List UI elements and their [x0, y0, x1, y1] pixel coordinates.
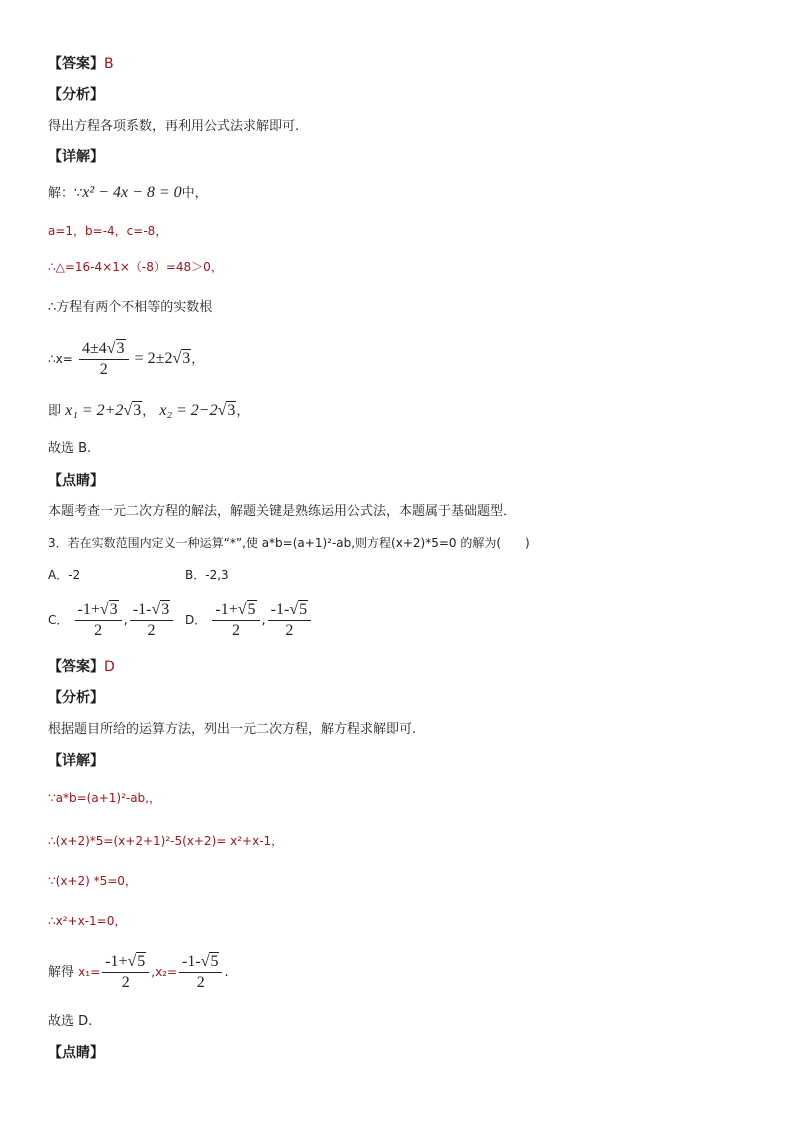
sqrt-symbol: √3	[106, 340, 125, 357]
step-5	[48, 952, 229, 993]
root-x2: x₂ = 2−2	[159, 402, 218, 419]
roots-statement: ∴方程有两个不相等的实数根	[48, 300, 213, 315]
conclusion-line: 故选 B.	[48, 441, 92, 456]
step-4: ∴x²+x-1=0，	[48, 914, 127, 928]
comment-tag-3: 【点睛】	[48, 1045, 104, 1061]
step-2: ∴(x+2)*5=(x+2+1)²-5(x+2)= x²+x-1，	[48, 834, 284, 848]
answer-tag: 【答案】	[48, 56, 104, 72]
step-1: ∵a*b=(a+1)²-ab,，	[48, 791, 161, 805]
analysis-text-3: 根据题目所给的运算方法，列出一元二次方程，解方程求解即可.	[48, 722, 417, 737]
x-prefix: ∴x=	[48, 352, 73, 366]
detail-tag-3: 【详解】	[48, 753, 104, 769]
analysis-text: 得出方程各项系数，再利用公式法求解即可.	[48, 119, 300, 134]
coefficients-line: a=1，b=-4，c=-8，	[48, 224, 168, 238]
question-3-stem: 3．若在实数范围内定义一种运算“*”,使 a*b=(a+1)²-ab,则方程(x+2)*5=0 的解为( )	[48, 536, 530, 550]
option-d-fraction-2: $\frac{-1-√5}{2}$	[268, 601, 311, 640]
answer-value: B	[104, 56, 114, 72]
formula-result: = 2±2	[134, 350, 173, 367]
option-c: C． $\frac{-1+√3}{2}$ , $\frac{-1-√3}{2}$	[48, 600, 175, 641]
x2-fraction: $\frac{-1-√5}{2}$	[179, 953, 222, 992]
fraction-denominator: 2	[99, 361, 108, 378]
answer-line-3	[48, 658, 115, 676]
option-c-fraction-2: $\frac{-1-√3}{2}$	[130, 601, 173, 640]
quadratic-formula-line: ∴x= $\frac{4\pm 4√3}{2}$ = 2±2√3，	[48, 340, 205, 378]
formula-fraction	[79, 340, 129, 379]
solution-suffix: 中，	[181, 186, 208, 201]
sqrt-symbol: √3	[99, 601, 118, 618]
root-x1: x₁ = 2+2	[65, 402, 124, 419]
x1-fraction: $\frac{-1+√5}{2}$	[102, 953, 149, 992]
solution-prefix: 解：∵	[48, 186, 83, 201]
solution-line-1	[48, 184, 208, 203]
x2-label: ,x₂=	[151, 965, 178, 979]
answer-line	[48, 55, 114, 73]
fraction-numerator: 4±4	[81, 340, 107, 357]
sqrt-symbol: √3	[151, 601, 170, 618]
option-c-fraction-1: $\frac{-1+√3}{2}$	[75, 601, 122, 640]
step-3: ∵(x+2) *5=0，	[48, 874, 137, 888]
sqrt-symbol: √5	[200, 953, 219, 970]
analysis-tag: 【分析】	[48, 87, 104, 103]
comment-text: 本题考查一元二次方程的解法，解题关键是熟练运用公式法，本题属于基础题型．	[48, 504, 517, 519]
step-5-end: .	[224, 965, 229, 980]
comment-tag: 【点睛】	[48, 473, 104, 489]
x1-label: x₁=	[78, 965, 101, 979]
sqrt-symbol: √3	[172, 350, 191, 367]
option-c-label: C．	[48, 613, 69, 627]
answer-tag: 【答案】	[48, 659, 104, 675]
roots-line: 即 x₁ = 2+2√3， x₂ = 2−2√3，	[48, 402, 250, 419]
option-b: B．-2,3	[185, 568, 229, 582]
sqrt-symbol: √3	[123, 402, 142, 419]
option-a: A．-2	[48, 568, 81, 582]
equation: x² − 4x − 8 = 0	[82, 184, 182, 201]
roots-prefix: 即	[48, 404, 62, 419]
sqrt-symbol: √5	[289, 601, 308, 618]
solve-prefix: 解得	[48, 965, 75, 980]
discriminant-line: ∴△=16-4×1×（-8）=48＞0，	[48, 260, 223, 274]
option-d: D． $\frac{-1+√5}{2}$ , $\frac{-1-√5}{2}$	[185, 600, 313, 641]
conclusion-line-3: 故选 D.	[48, 1014, 93, 1029]
sqrt-symbol: √5	[237, 601, 256, 618]
sqrt-symbol: √3	[217, 402, 236, 419]
option-d-label: D．	[185, 613, 207, 627]
sqrt-symbol: √5	[127, 953, 146, 970]
detail-tag: 【详解】	[48, 149, 104, 165]
analysis-tag-3: 【分析】	[48, 690, 104, 706]
option-d-fraction-1: $\frac{-1+√5}{2}$	[212, 601, 259, 640]
answer-value: D	[104, 659, 115, 675]
